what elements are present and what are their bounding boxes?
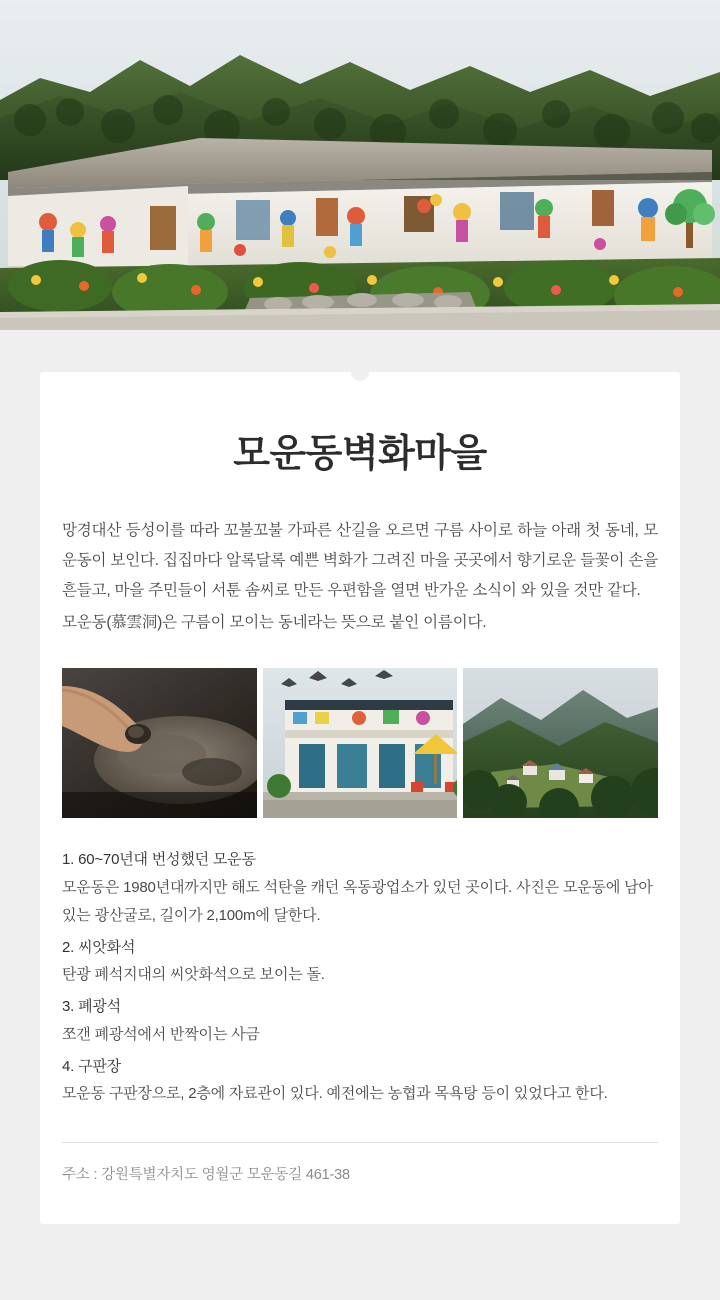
photo-village-view[interactable] [463,668,658,818]
note-body: 모운동은 1980년대까지만 해도 석탄을 캐던 옥동광업소가 있던 곳이다. 사진은 모운동에 남아 있는 광산굴로, 길이가 2,100m에 달한다. [62,879,653,924]
page-title: 모운동벽화마을 [233,433,487,475]
note-heading: 2. 씨앗화석 [62,938,136,956]
note-body: 모운동 구판장으로, 2층에 자료관이 있다. 예전에는 농협과 목욕탕 등이 있었다고 한다. [62,1085,608,1103]
note-item [62,846,658,929]
photo-seed-fossil-illustration [62,668,257,818]
footer-divider [62,1142,658,1143]
photo-village-view-illustration [463,668,658,818]
intro-paragraph-2: 모운동(慕雲洞)은 구름이 모이는 동네라는 뜻으로 붙인 이름이다. [62,614,487,632]
content-card [40,372,680,1224]
photo-old-store-illustration [263,668,458,818]
note-item [62,934,658,990]
note-body: 쪼갠 폐광석에서 반짝이는 사금 [62,1025,260,1043]
intro-text [62,516,658,639]
photo-strip [62,668,658,818]
address-text: 주소 : 강원특별자치도 영월군 모운동길 461-38 [62,1167,350,1184]
note-body: 탄광 폐석지대의 씨앗화석으로 보이는 돌. [62,966,325,984]
note-heading: 4. 구판장 [62,1057,121,1075]
note-heading: 3. 폐광석 [62,998,121,1016]
photo-seed-fossil[interactable] [62,668,257,818]
note-heading: 1. 60~70년대 번성했던 모운동 [62,851,256,869]
notes-list [62,846,658,1108]
note-item [62,993,658,1049]
hero-illustration [0,0,720,330]
hero-image [0,0,720,330]
note-item [62,1053,658,1109]
card-notch-decoration [351,363,369,381]
intro-paragraph-1: 망경대산 등성이를 따라 꼬불꼬불 가파른 산길을 오르면 구름 사이로 하늘 아래 첫 동네, 모운동이 보인다. 집집마다 알록달록 예쁜 벽화가 그려진 마을 곳곳에서 향기로운 들꽃이 손을 흔들고, 마을 주민들이 서툰 솜씨로 만든 우편함을 열면 반가운 소식이 와 있을 것만 같다. [62,521,658,600]
photo-old-store[interactable] [263,668,458,818]
